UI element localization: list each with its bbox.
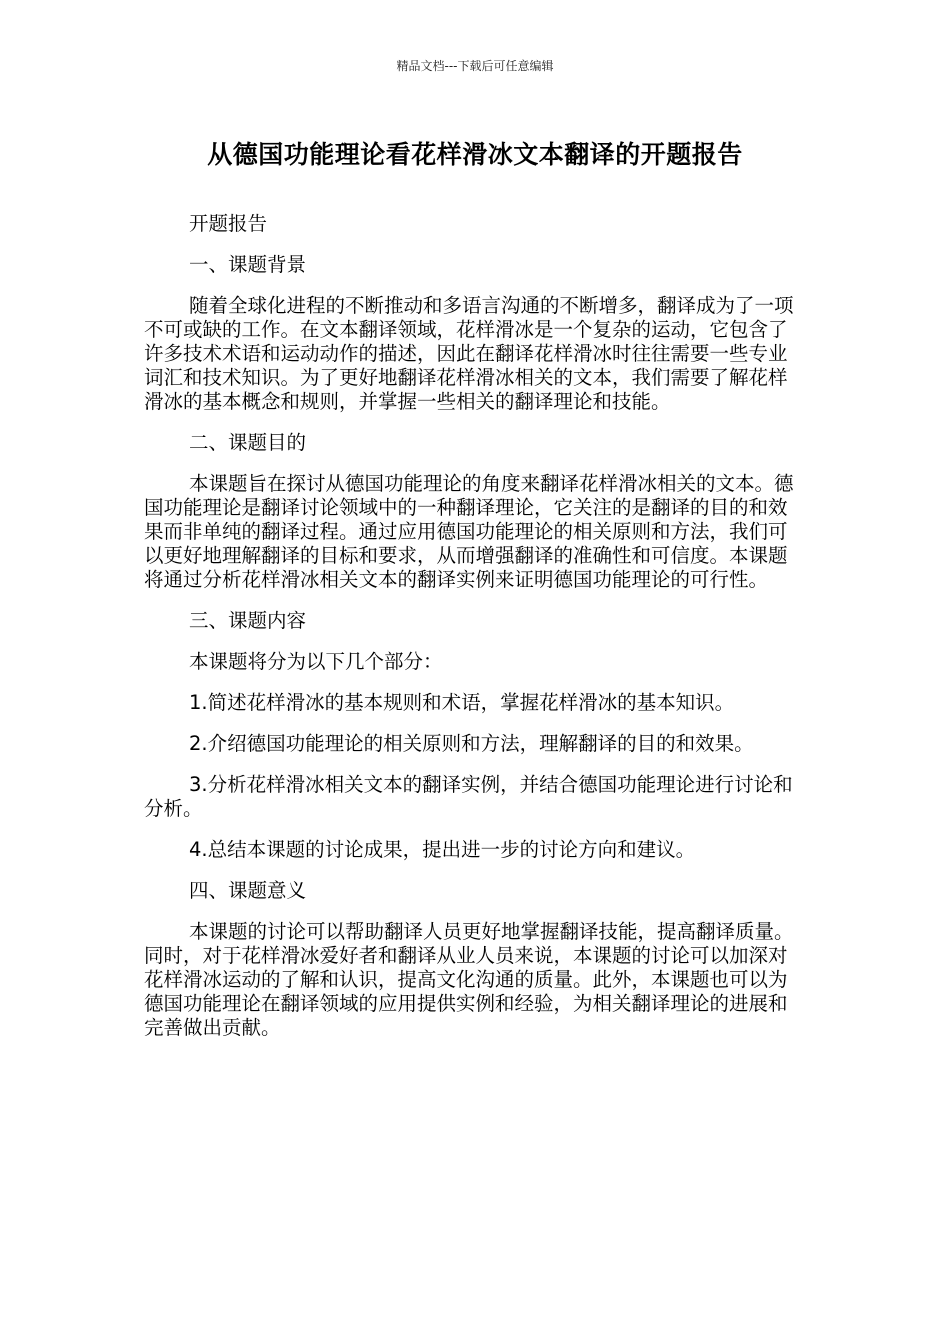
list-item-2: 2.介绍德国功能理论的相关原则和方法，理解翻译的目的和效果。	[189, 732, 754, 755]
document-body	[144, 212, 806, 1057]
report-label: 开题报告	[189, 212, 268, 235]
list-item-3: 3.分析花样滑冰相关文本的翻译实例，并结合德国功能理论进行讨论和分析。	[144, 773, 793, 820]
list-item-1: 1.简述花样滑冰的基本规则和术语，掌握花样滑冰的基本知识。	[189, 691, 735, 714]
section-heading-content: 三、课题内容	[189, 609, 307, 632]
paragraph-content-intro: 本课题将分为以下几个部分：	[189, 650, 443, 673]
page-header: 精品文档---下载后可任意编辑	[396, 59, 554, 73]
paragraph-purpose: 本课题旨在探讨从德国功能理论的角度来翻译花样滑冰相关的文本。德国功能理论是翻译讨论领域中的一种翻译理论，它关注的是翻译的目的和效果而非单纯的翻译过程。通过应用德国功能理论的相关原则和方法，我们可以更好地理解翻译的目标和要求，从而增强翻译的准确性和可信度。本课题将通过分析花样滑冰相关文本的翻译实例来证明德国功能理论的可行性。	[144, 472, 794, 591]
paragraph-significance: 本课题的讨论可以帮助翻译人员更好地掌握翻译技能，提高翻译质量。同时，对于花样滑冰爱好者和翻译从业人员来说，本课题的讨论可以加深对花样滑冰运动的了解和认识，提高文化沟通的质量。此外，本课题也可以为德国功能理论在翻译领域的应用提供实例和经验，为相关翻译理论的进展和完善做出贡献。	[144, 920, 794, 1039]
section-heading-purpose: 二、课题目的	[189, 431, 307, 454]
section-heading-significance: 四、课题意义	[189, 879, 307, 902]
list-item-4: 4.总结本课题的讨论成果，提出进一步的讨论方向和建议。	[189, 838, 696, 861]
document-title: 从德国功能理论看花样滑冰文本翻译的开题报告	[207, 140, 743, 169]
section-heading-background: 一、课题背景	[189, 253, 307, 276]
paragraph-background: 随着全球化进程的不断推动和多语言沟通的不断增多，翻译成为了一项不可或缺的工作。在文本翻译领域，花样滑冰是一个复杂的运动，它包含了许多技术术语和运动动作的描述，因此在翻译花样滑冰时往往需要一些专业词汇和技术知识。为了更好地翻译花样滑冰相关的文本，我们需要了解花样滑冰的基本概念和规则，并掌握一些相关的翻译理论和技能。	[144, 294, 794, 413]
